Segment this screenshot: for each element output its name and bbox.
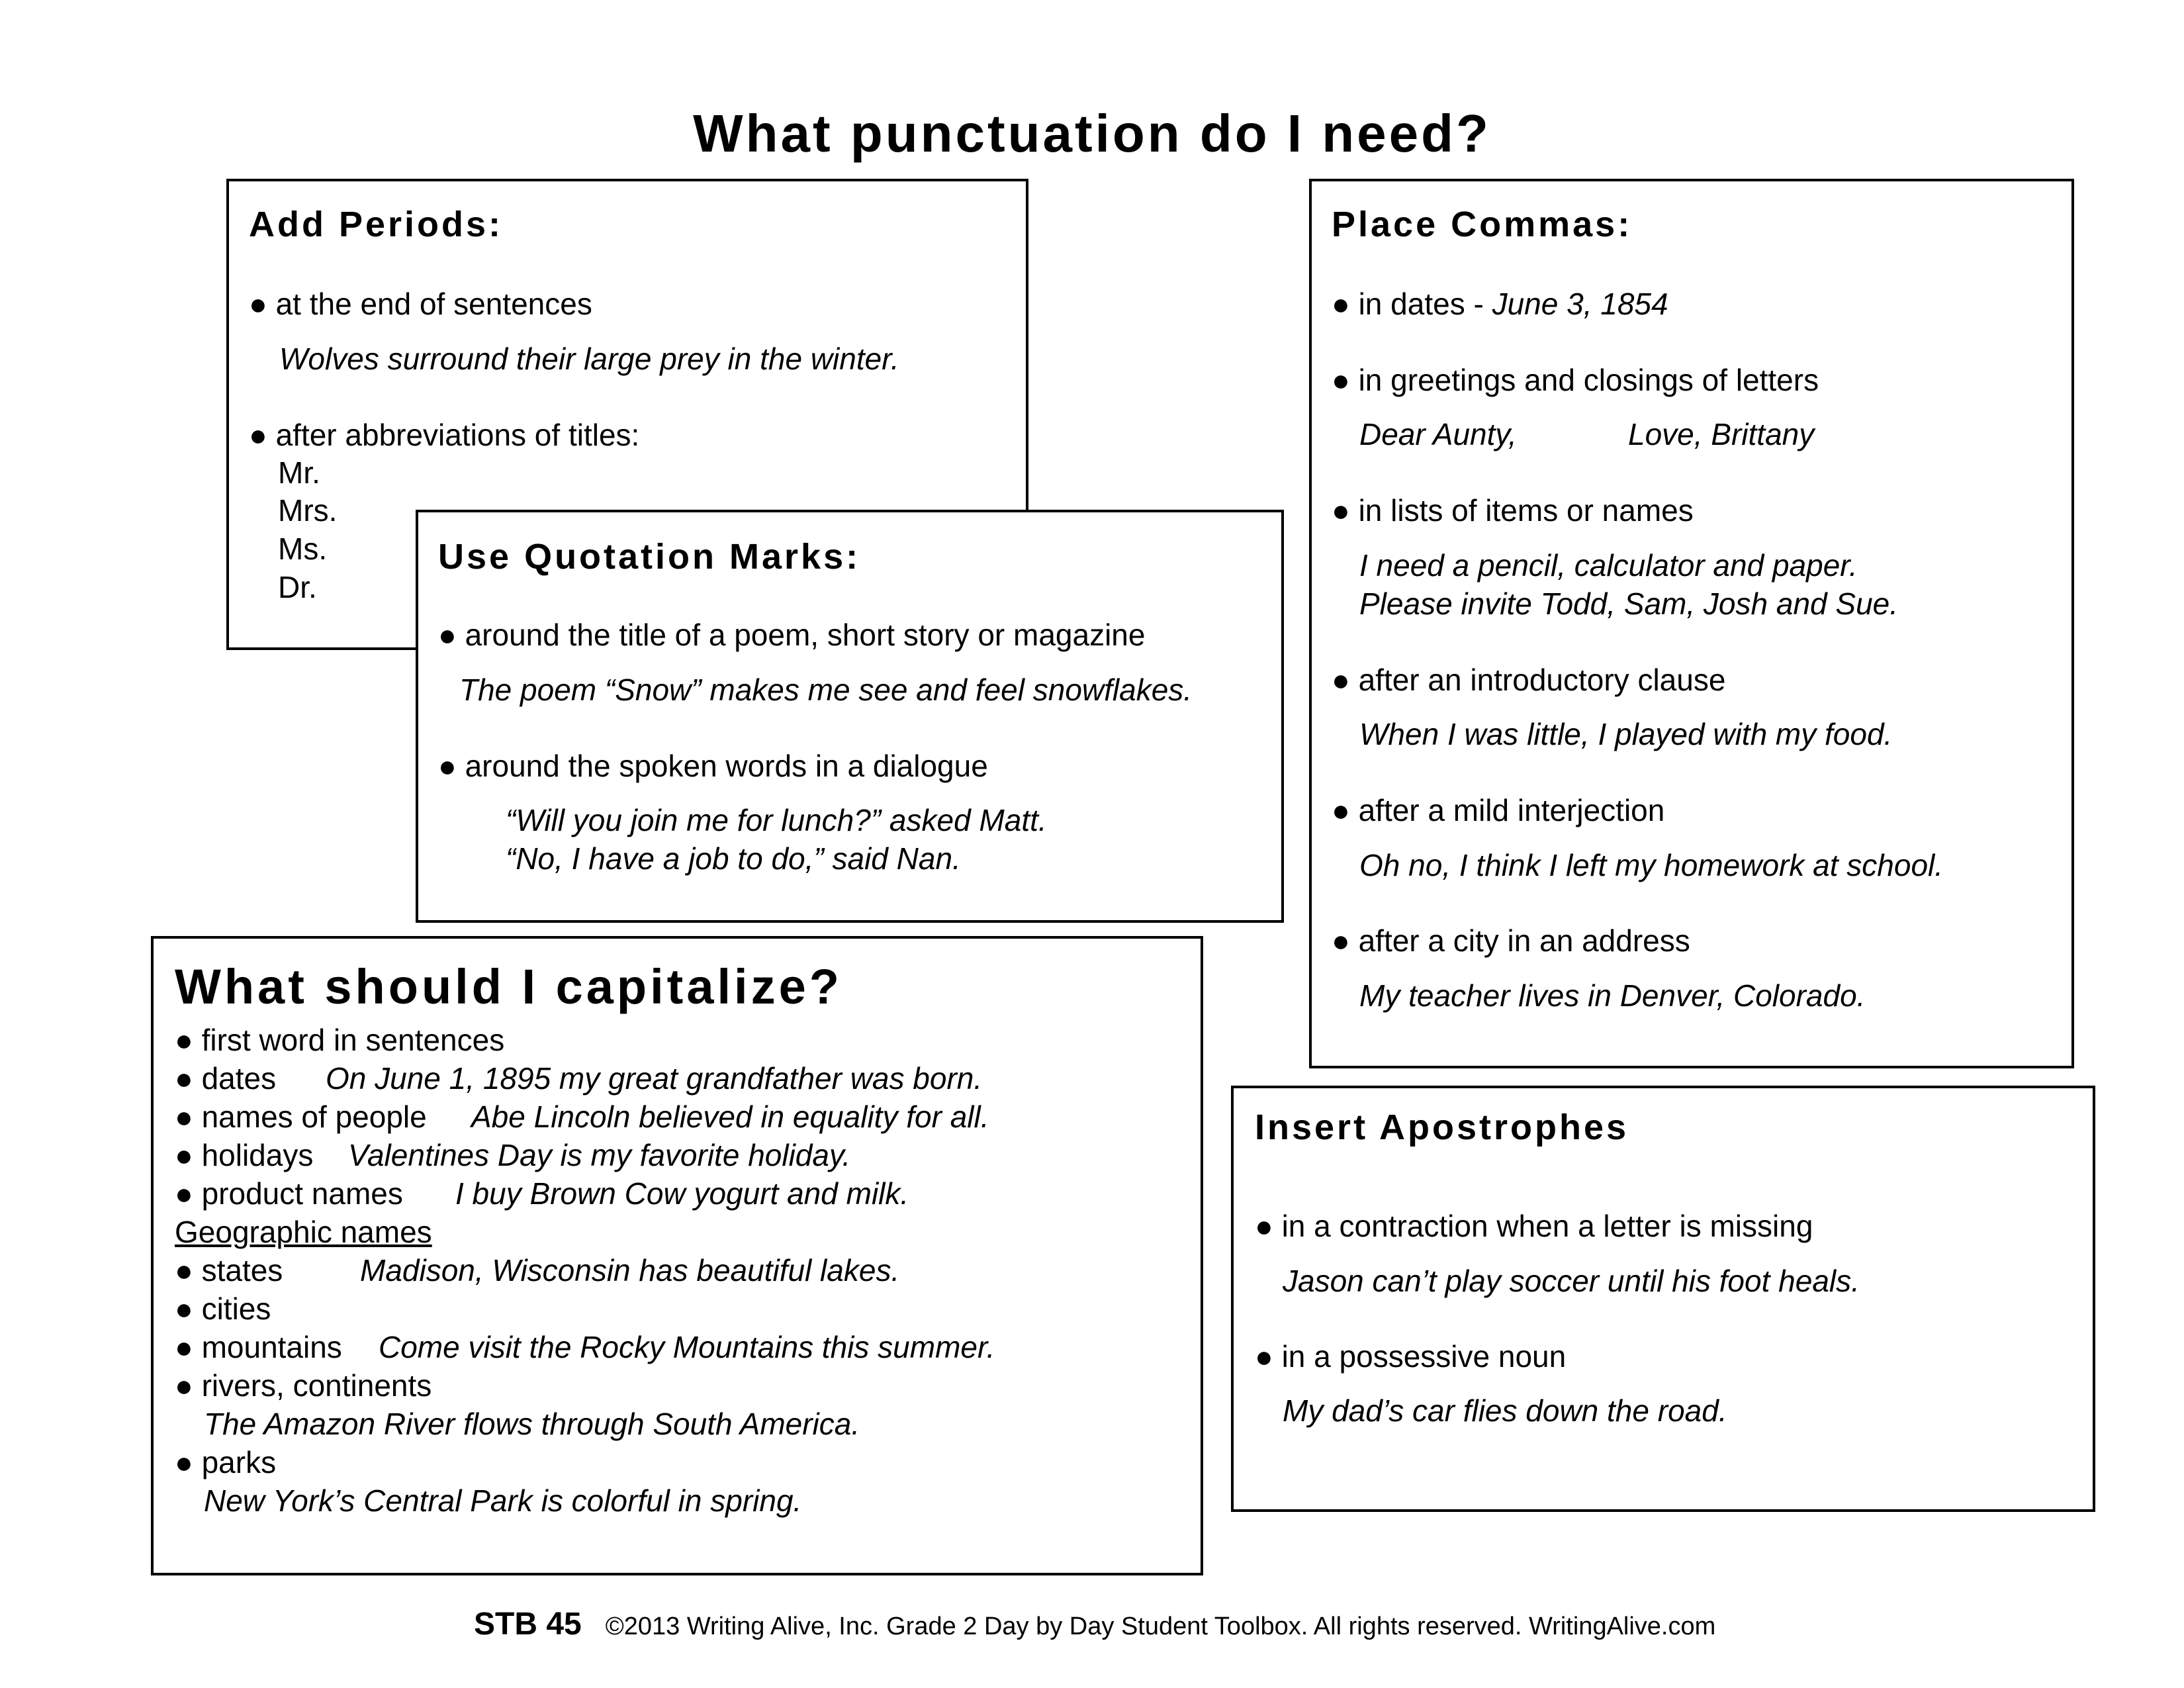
capitalize-example-rivers: The Amazon River flows through South America. <box>204 1407 860 1441</box>
copyright-notice: ©2013 Writing Alive, Inc. Grade 2 Day by Day Student Toolbox. All rights reserved. WritingAlive.com <box>605 1613 1716 1640</box>
quotes-bullet-dialogue: ● around the spoken words in a dialogue <box>438 749 988 783</box>
commas-example-address: My teacher lives in Denver, Colorado. <box>1359 978 1866 1013</box>
apostrophes-heading: Insert Apostrophes <box>1255 1107 1629 1147</box>
apostrophes-example-contraction: Jason can’t play soccer until his foot heals. <box>1283 1264 1860 1298</box>
periods-example-sentence: Wolves surround their large prey in the winter. <box>279 342 899 376</box>
page-code: STB 45 <box>474 1607 582 1642</box>
commas-example-list-2: Please invite Todd, Sam, Josh and Sue. <box>1359 586 1899 621</box>
capitalize-example-products: I buy Brown Cow yogurt and milk. <box>455 1176 909 1211</box>
commas-bullet-address: ● after a city in an address <box>1332 924 1690 958</box>
place-commas-box <box>1309 179 2074 1068</box>
capitalize-item-states: ● states <box>175 1254 283 1288</box>
commas-example-greeting: Dear Aunty, <box>1359 417 1517 451</box>
quotes-example-dialogue-1: “Will you join me for lunch?” asked Matt. <box>506 803 1047 837</box>
quotes-bullet-titles: ● around the title of a poem, short story or magazine <box>438 618 1145 652</box>
geographic-names-subheading: Geographic names <box>175 1215 432 1249</box>
periods-bullet-end-of-sentences: ● at the end of sentences <box>249 287 592 321</box>
commas-example-intro-clause: When I was little, I played with my food. <box>1359 717 1893 751</box>
place-commas-heading: Place Commas: <box>1332 205 1633 244</box>
capitalize-item-holidays: ● holidays <box>175 1139 313 1172</box>
apostrophes-bullet-contraction: ● in a contraction when a letter is missing <box>1255 1209 1813 1243</box>
apostrophes-example-possessive: My dad’s car flies down the road. <box>1283 1393 1727 1428</box>
title-abbreviation: Ms. <box>278 532 328 566</box>
capitalize-item-dates: ● dates <box>175 1062 276 1096</box>
apostrophes-box <box>1231 1086 2095 1512</box>
capitalize-box <box>151 936 1203 1575</box>
quotation-marks-box <box>416 510 1284 923</box>
capitalize-item-first-word: ● first word in sentences <box>175 1023 504 1057</box>
commas-bullet-interjection: ● after a mild interjection <box>1332 794 1664 827</box>
commas-bullet-dates: ● in dates - June 3, 1854 <box>1332 287 1668 321</box>
capitalize-example-holidays: Valentines Day is my favorite holiday. <box>348 1138 851 1172</box>
quotation-marks-heading: Use Quotation Marks: <box>438 537 861 577</box>
capitalize-example-mountains: Come visit the Rocky Mountains this summer. <box>379 1330 995 1364</box>
capitalize-example-dates: On June 1, 1895 my great grandfather was born. <box>326 1061 983 1096</box>
commas-bullet-lists: ● in lists of items or names <box>1332 494 1694 528</box>
capitalize-example-states: Madison, Wisconsin has beautiful lakes. <box>360 1253 900 1288</box>
capitalize-item-mountains: ● mountains <box>175 1331 342 1364</box>
page-footer <box>474 1606 1715 1642</box>
quotes-example-dialogue-2: “No, I have a job to do,” said Nan. <box>506 841 961 876</box>
add-periods-heading: Add Periods: <box>249 205 504 244</box>
capitalize-item-people: ● names of people <box>175 1100 427 1134</box>
capitalize-example-parks: New York’s Central Park is colorful in spring. <box>204 1483 802 1518</box>
title-abbreviation: Mr. <box>278 455 320 490</box>
title-abbreviation: Dr. <box>278 570 317 604</box>
title-abbreviation: Mrs. <box>278 493 338 528</box>
commas-example-list-1: I need a pencil, calculator and paper. <box>1359 548 1858 583</box>
commas-bullet-intro-clause: ● after an introductory clause <box>1332 663 1725 697</box>
capitalize-item-cities: ● cities <box>175 1292 271 1326</box>
page-title: What punctuation do I need? <box>693 104 1491 163</box>
periods-bullet-abbreviations: ● after abbreviations of titles: <box>249 418 639 452</box>
commas-bullet-letters: ● in greetings and closings of letters <box>1332 363 1819 397</box>
capitalize-heading: What should I capitalize? <box>175 959 842 1014</box>
apostrophes-bullet-possessive: ● in a possessive noun <box>1255 1340 1566 1374</box>
commas-example-interjection: Oh no, I think I left my homework at school. <box>1359 848 1944 882</box>
capitalize-item-products: ● product names <box>175 1177 403 1211</box>
quotes-example-poem: The poem “Snow” makes me see and feel snowflakes. <box>459 673 1193 707</box>
capitalize-item-parks: ● parks <box>175 1446 276 1479</box>
capitalize-example-people: Abe Lincoln believed in equality for all. <box>471 1100 989 1134</box>
commas-example-date: June 3, 1854 <box>1492 287 1668 321</box>
capitalize-item-rivers: ● rivers, continents <box>175 1369 432 1403</box>
commas-example-closing: Love, Brittany <box>1628 417 1815 451</box>
